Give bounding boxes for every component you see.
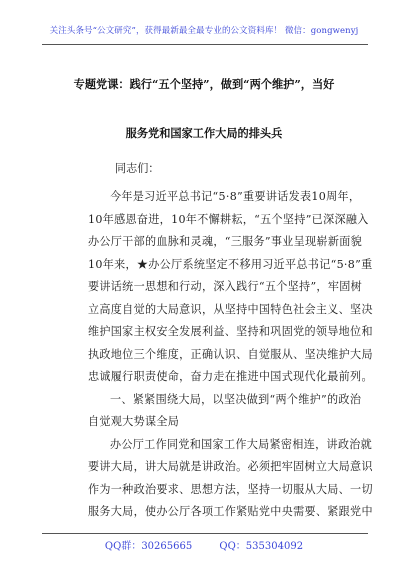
- text-line: 一、紧紧围绕大局，以坚决做到“两个维护”的政治: [110, 392, 362, 406]
- text-line: 立高度自觉的大局意识，从坚持中国特色社会主义、坚决: [88, 302, 373, 316]
- footer-contacts: [0, 537, 408, 552]
- header-divider: [42, 44, 368, 45]
- body-text: [88, 186, 373, 524]
- footer-divider: [42, 533, 368, 534]
- text-line: 忠诚履行职责使命，奋力走在推进中国式现代化最前列。: [88, 370, 373, 383]
- header-notice: 关注头条号“公文研究”，获得最新最全最专业的公文资料库！ 微信：gongwenyj: [49, 26, 359, 36]
- text-line: 10年来，★办公厅系统坚定不移用习近平总书记“5·8”重: [88, 257, 373, 271]
- text-line: 维护国家主权安全发展利益、坚持和巩固党的领导地位和: [88, 325, 373, 338]
- text-line: 执政地位三个维度，正确认识、自觉服从、坚决维护大局: [88, 347, 373, 361]
- text-line: 服务大局，使办公厅各项工作紧贴党中央需要、紧跟党中: [88, 505, 373, 518]
- text-line: 10年感恩奋进，10年不懈耕耘，“五个坚持”已深深融入: [88, 212, 369, 226]
- paragraph-1: [88, 186, 373, 389]
- section-heading-1: [88, 389, 360, 434]
- text-line: 自觉观大势谋全局: [88, 415, 180, 428]
- salutation: 同志们：: [115, 162, 160, 175]
- document-title-line-2: 服务党和国家工作大局的排头兵: [125, 126, 283, 140]
- text-line: 要讲大局，讲大局就是讲政治。必须把牢固树立大局意识: [88, 460, 373, 473]
- text-line: 要讲话统一思想和行动，深入践行“五个坚持”，牢固树: [88, 280, 363, 293]
- text-line: 作为一种政治要求、思想方法，坚持一切服从大局、一切: [88, 482, 373, 496]
- footer-qq: QQ：535304092: [219, 541, 304, 552]
- text-line: 办公厅干部的血脉和灵魂，“三服务”事业呈现崭新面貌: [88, 235, 363, 248]
- text-line: 办公厅工作同党和国家工作大局紧密相连，讲政治就: [110, 437, 373, 451]
- paragraph-2: [88, 434, 373, 524]
- text-line: 今年是习近平总书记“5·8”重要讲话发表10周年，: [110, 190, 361, 203]
- footer-qq-group: QQ群：30265665: [104, 541, 193, 552]
- document-title-line-1: 专题党课：践行“五个坚持”，做到“两个维护”，当好: [73, 77, 335, 91]
